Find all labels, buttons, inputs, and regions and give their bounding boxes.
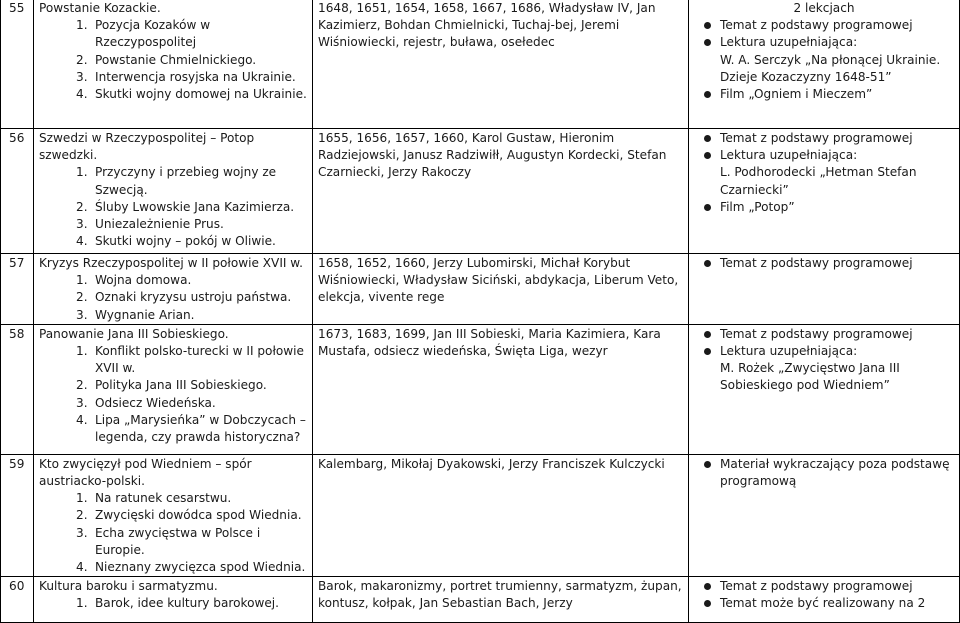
subtopic-text: Polityka Jana III Sobieskiego.: [95, 378, 267, 393]
lesson-topic-cell: [34, 129, 313, 254]
subtopic-list: [39, 595, 307, 612]
subtopic-item: [39, 52, 307, 69]
subtopic-number: 2.: [76, 508, 88, 523]
subtopic-text: Oznaki kryzysu ustroju państwa.: [95, 290, 292, 305]
subtopic-text: Na ratunek cesarstwu.: [95, 491, 232, 506]
note-detail: W. A. Serczyk „Na płonącej Ukrainie. Dzieje Kozaczyzny 1648-51”: [720, 52, 941, 84]
note-item: Lektura uzupełniająca:: [694, 34, 954, 51]
subtopic-number: 2.: [76, 52, 88, 67]
notes-list: [694, 130, 954, 216]
notes-cell: [689, 0, 960, 129]
subtopic-text: Echa zwycięstwa w Polsce i Europie.: [95, 525, 261, 557]
notes-list: [694, 255, 954, 272]
subtopic-item: [39, 164, 307, 198]
subtopic-text: Uniezależnienie Prus.: [95, 217, 224, 232]
key-terms: 1655, 1656, 1657, 1660, Karol Gustaw, Hieronim Radziejowski, Janusz Radziwiłł, Augustyn Kordecki, Stefan Czarniecki, Jerzy Rakoczy: [313, 129, 689, 254]
note-item: Temat z podstawy programowej: [694, 326, 954, 343]
notes-list: [694, 578, 954, 612]
subtopic-number: 3.: [76, 217, 88, 232]
subtopic-text: Zwycięski dowódca spod Wiednia.: [95, 508, 302, 523]
lesson-topic-cell: [34, 0, 313, 129]
subtopic-number: 1.: [76, 491, 88, 506]
subtopic-text: Powstanie Chmielnickiego.: [95, 52, 257, 67]
subtopic-text: Skutki wojny domowej na Ukrainie.: [95, 87, 307, 102]
lesson-title: Powstanie Kozackie.: [39, 1, 161, 15]
subtopic-item: [39, 307, 307, 324]
subtopic-item: [39, 86, 307, 103]
note-item: Film „Ogniem i Mieczem”: [694, 86, 954, 103]
note-item: Temat z podstawy programowej: [694, 130, 954, 147]
lesson-topic-cell: [34, 254, 313, 325]
subtopic-item: [39, 233, 307, 250]
subtopic-number: 2.: [76, 290, 88, 305]
subtopic-text: Interwencja rosyjska na Ukrainie.: [95, 69, 296, 84]
subtopic-number: 4.: [76, 234, 88, 249]
lesson-count: 2 lekcjach: [793, 1, 855, 15]
notes-cell: [689, 324, 960, 454]
subtopic-text: Pozycja Kozaków w Rzeczypospolitej: [95, 18, 211, 50]
lesson-row: [1, 254, 960, 325]
subtopic-number: 1.: [76, 18, 88, 33]
subtopic-item: [39, 199, 307, 216]
note-item: Lektura uzupełniająca:: [694, 343, 954, 360]
subtopic-item: [39, 216, 307, 233]
subtopic-text: Śluby Lwowskie Jana Kazimierza.: [95, 199, 295, 214]
notes-cell: [689, 577, 960, 623]
key-terms: Kalembarg, Mikołaj Dyakowski, Jerzy Franciszek Kulczycki: [313, 454, 689, 576]
lesson-number: 55: [1, 0, 34, 129]
key-terms: 1658, 1652, 1660, Jerzy Lubomirski, Michał Korybut Wiśniowiecki, Władysław Siciński, abdykacja, Liberum Veto, elekcja, vivente rege: [313, 254, 689, 325]
lesson-topic-cell: [34, 454, 313, 576]
subtopic-number: 2.: [76, 378, 88, 393]
subtopic-item: [39, 377, 307, 394]
note-item: Film „Potop”: [694, 199, 954, 216]
lesson-number: 58: [1, 324, 34, 454]
subtopic-text: Skutki wojny – pokój w Oliwie.: [95, 234, 276, 249]
notes-cell: [689, 129, 960, 254]
curriculum-rows: [1, 0, 960, 623]
subtopic-text: Przyczyny i przebieg wojny ze Szwecją.: [95, 165, 277, 197]
subtopic-number: 3.: [76, 307, 88, 322]
lesson-row: [1, 324, 960, 454]
subtopic-number: 1.: [76, 344, 88, 359]
lesson-title: Kto zwycięzył pod Wiedniem – spór austriacko-polski.: [39, 456, 252, 489]
subtopic-item: [39, 272, 307, 289]
subtopic-number: 4.: [76, 560, 88, 575]
note-item: Materiał wykraczający poza podstawę programową: [694, 456, 954, 490]
lesson-row: [1, 129, 960, 254]
subtopic-number: 1.: [76, 165, 88, 180]
notes-list: [694, 456, 954, 490]
subtopic-number: 4.: [76, 412, 88, 427]
subtopic-number: 1.: [76, 273, 88, 288]
key-terms: 1648, 1651, 1654, 1658, 1667, 1686, Władysław IV, Jan Kazimierz, Bohdan Chmielnicki, Tuchaj-bej, Jeremi Wiśniowiecki, rejestr, buława, osełedec: [313, 0, 689, 129]
lesson-row: [1, 454, 960, 576]
lesson-title: Szwedzi w Rzeczypospolitej – Potop szwedzki.: [39, 131, 255, 163]
lesson-row: [1, 0, 960, 129]
notes-list: [694, 17, 954, 103]
subtopic-text: Nieznany zwycięzca spod Wiednia.: [95, 560, 306, 575]
subtopic-text: Konflikt polsko-turecki w II połowie XVII w.: [95, 344, 304, 376]
lesson-row: [1, 577, 960, 623]
subtopic-number: 3.: [76, 69, 88, 84]
subtopic-item: [39, 289, 307, 306]
subtopic-list: [39, 272, 307, 324]
subtopic-item: [39, 69, 307, 86]
note-item: Temat z podstawy programowej: [694, 578, 954, 595]
subtopic-text: Wojna domowa.: [95, 273, 192, 288]
lesson-topic-cell: [34, 324, 313, 454]
subtopic-item: [39, 525, 307, 559]
notes-list: [694, 326, 954, 395]
subtopic-item: [39, 412, 307, 446]
notes-cell: [689, 254, 960, 325]
subtopic-number: 2.: [76, 199, 88, 214]
note-item: Temat może być realizowany na 2: [694, 595, 954, 612]
subtopic-number: 3.: [76, 525, 88, 540]
note-item: Temat z podstawy programowej: [694, 17, 954, 34]
subtopic-list: [39, 490, 307, 576]
key-terms: Barok, makaronizmy, portret trumienny, sarmatyzm, żupan, kontusz, kołpak, Jan Sebastian Bach, Jerzy: [313, 577, 689, 623]
subtopic-list: [39, 343, 307, 446]
subtopic-number: 1.: [76, 596, 88, 611]
subtopic-text: Barok, idee kultury barokowej.: [95, 596, 280, 611]
subtopic-item: [39, 595, 307, 612]
lesson-number: 56: [1, 129, 34, 254]
subtopic-item: [39, 343, 307, 377]
subtopic-item: [39, 395, 307, 412]
subtopic-text: Wygnanie Arian.: [95, 307, 195, 322]
subtopic-item: [39, 507, 307, 524]
subtopic-item: [39, 490, 307, 507]
subtopic-number: 4.: [76, 87, 88, 102]
note-detail: L. Podhorodecki „Hetman Stefan Czarniecki”: [720, 165, 917, 197]
subtopic-text: Odsiecz Wiedeńska.: [95, 395, 216, 410]
subtopic-number: 3.: [76, 395, 88, 410]
lesson-number: 57: [1, 254, 34, 325]
note-detail: M. Rożek „Zwycięstwo Jana III Sobieskiego pod Wiedniem”: [720, 361, 900, 393]
lesson-number: 59: [1, 454, 34, 576]
key-terms: 1673, 1683, 1699, Jan III Sobieski, Maria Kazimiera, Kara Mustafa, odsiecz wiedeńska, Święta Liga, wezyr: [313, 324, 689, 454]
lesson-topic-cell: [34, 577, 313, 623]
subtopic-item: [39, 17, 307, 51]
lesson-title: Kryzys Rzeczypospolitej w II połowie XVII w.: [39, 256, 303, 270]
note-item: Lektura uzupełniająca:: [694, 147, 954, 164]
subtopic-list: [39, 164, 307, 250]
subtopic-text: Lipa „Marysieńka” w Dobczycach – legenda, czy prawda historyczna?: [95, 412, 306, 445]
lesson-title: Kultura baroku i sarmatyzmu.: [39, 579, 218, 594]
notes-cell: [689, 454, 960, 576]
subtopic-list: [39, 17, 307, 103]
subtopic-item: [39, 559, 307, 576]
lesson-title: Panowanie Jana III Sobieskiego.: [39, 326, 229, 341]
lesson-number: 60: [1, 577, 34, 623]
note-item: Temat z podstawy programowej: [694, 255, 954, 272]
